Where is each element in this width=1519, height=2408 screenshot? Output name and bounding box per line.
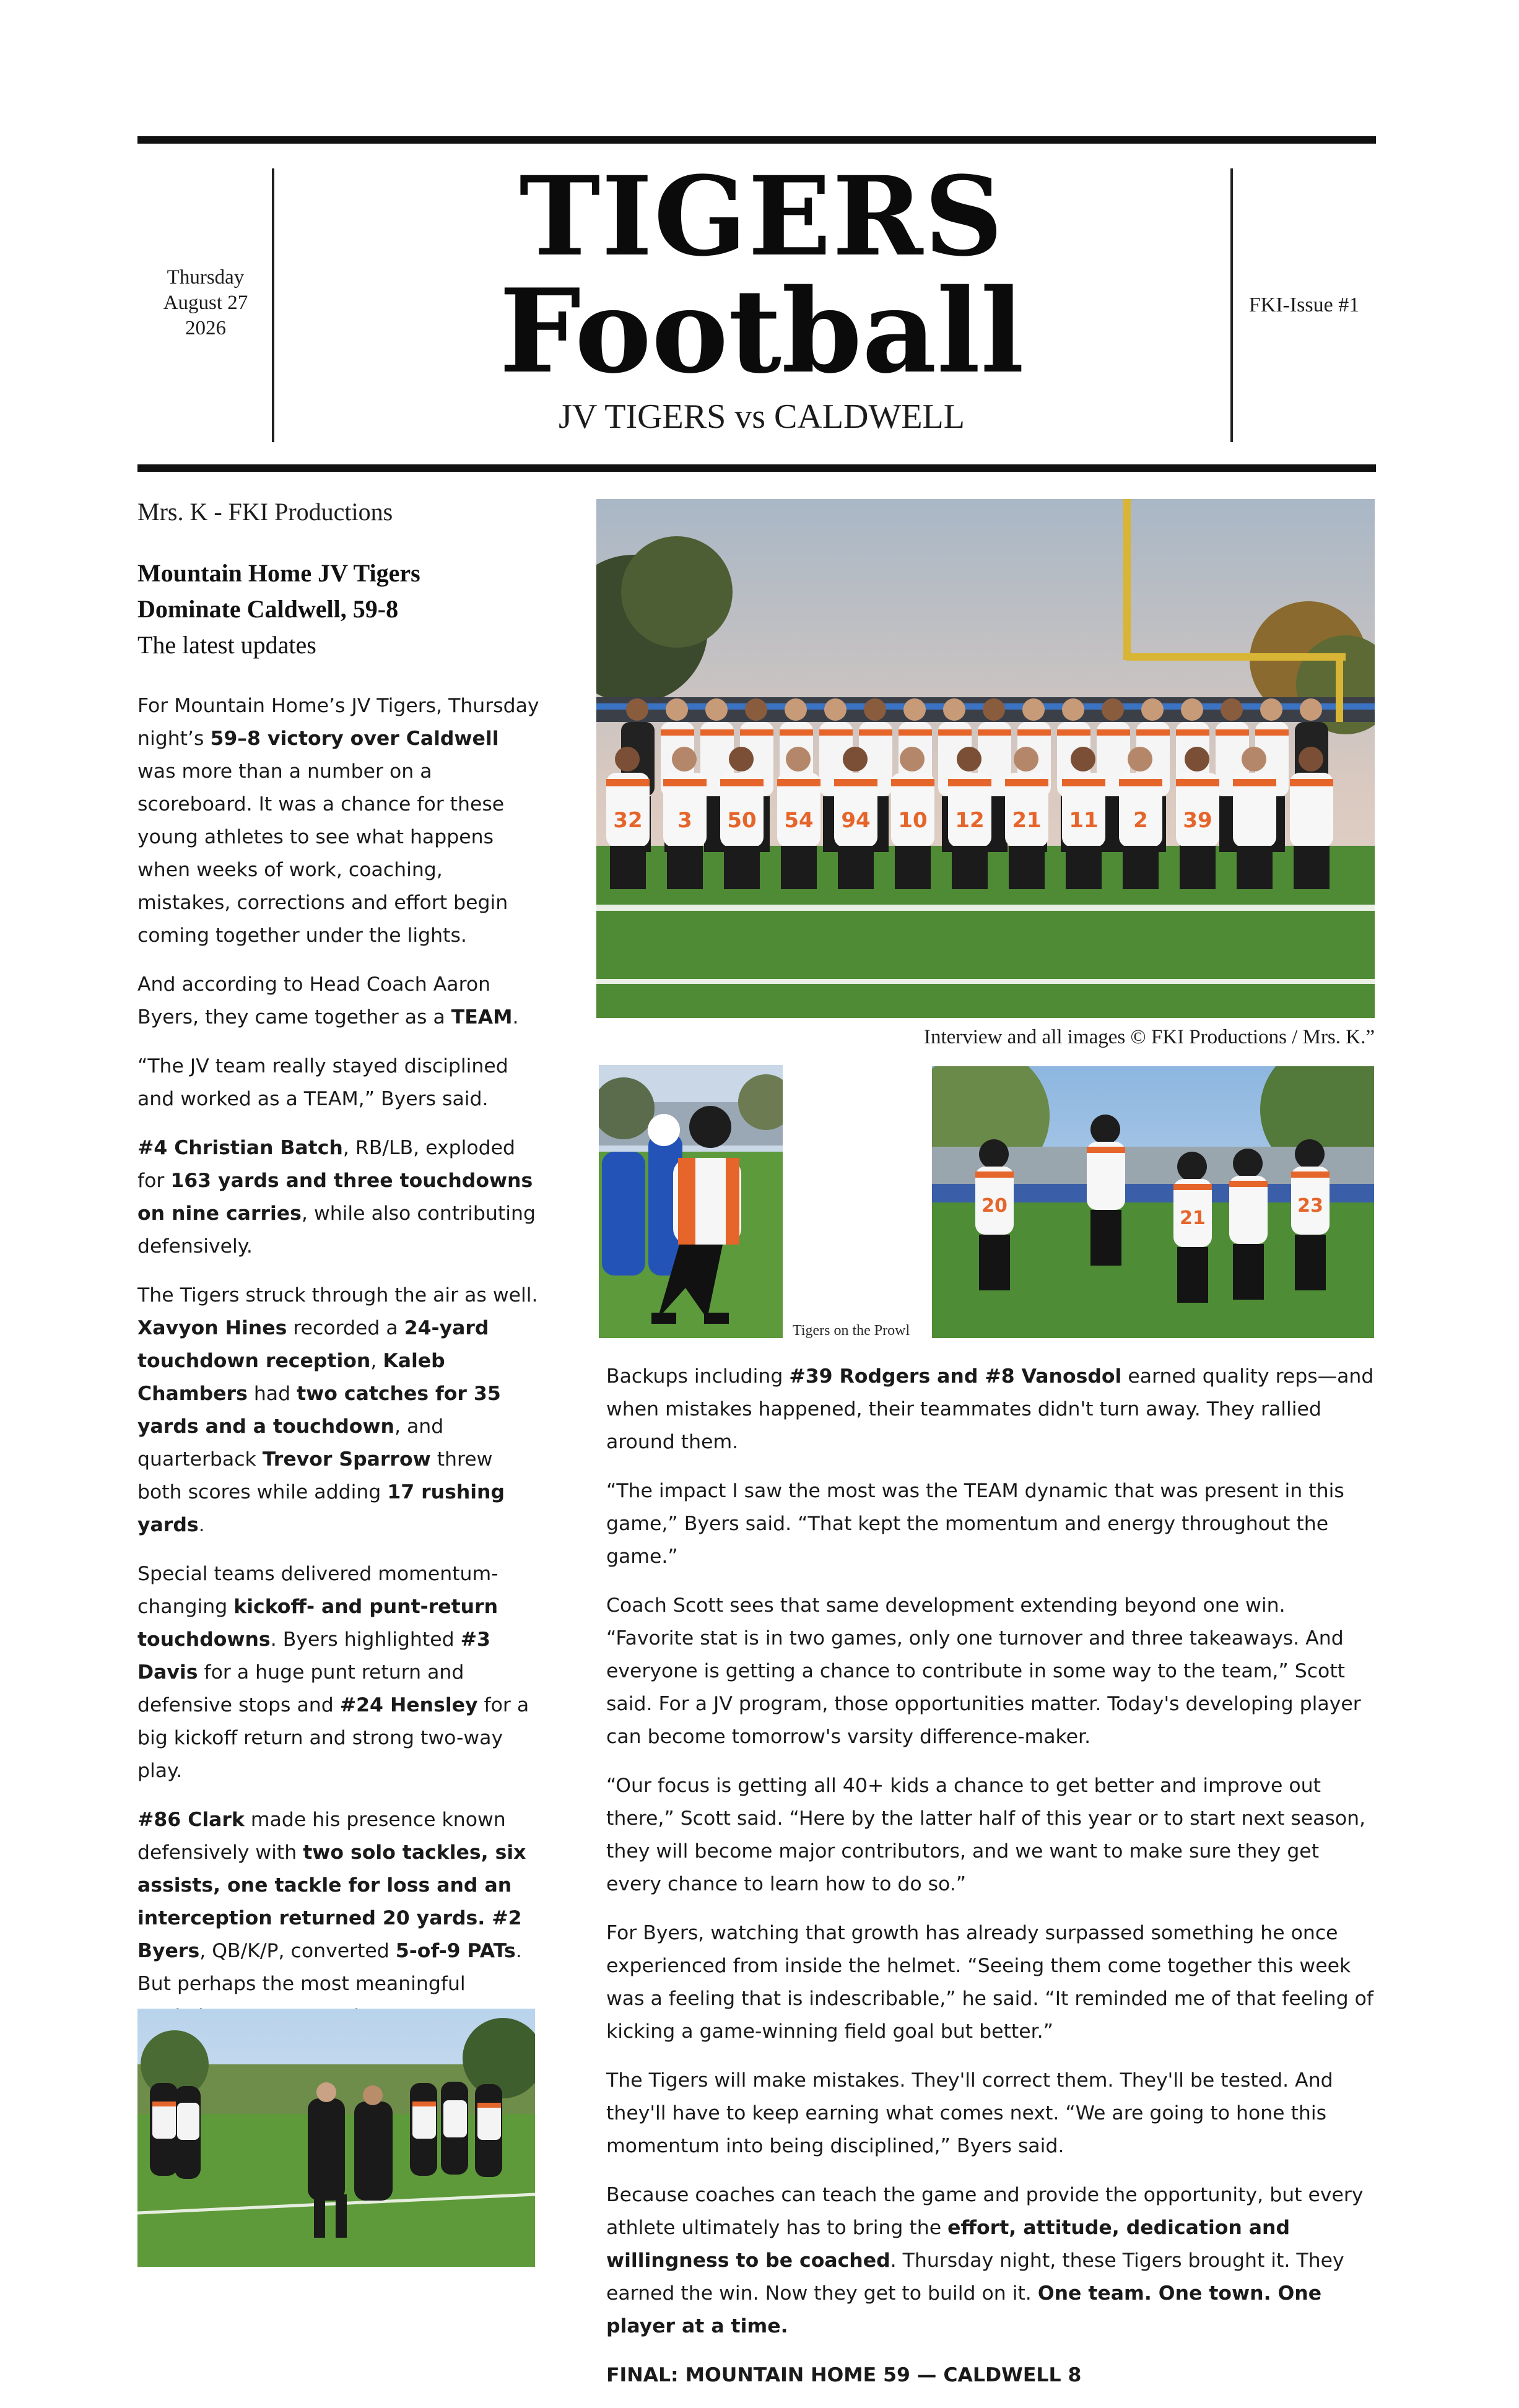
article-paragraph xyxy=(606,2179,1378,2343)
masthead-top-rule xyxy=(137,136,1376,144)
text-run: had xyxy=(247,1383,297,1405)
masthead-bottom-rule xyxy=(137,464,1376,472)
text-run: Coach Scott sees that same development extending beyond one win. “Favorite stat is in two games, only one turnover and three takeaways. And everyone is getting a chance to contribute in some way to the team,” Scott said. For a JV program, those opportunities matter. Today's developing player can become tomorrow's varsity difference-maker. xyxy=(606,1594,1361,1748)
byline: Mrs. K - FKI Productions xyxy=(137,498,393,526)
bold-text: Kaleb Chambers xyxy=(137,1350,445,1405)
jersey-number: 21 xyxy=(1180,1207,1206,1229)
article-paragraph xyxy=(137,968,540,1034)
team-photo xyxy=(596,499,1375,1018)
issue-date-day: August 27 xyxy=(163,292,248,314)
bold-text: two catches for 35 yards and a touchdown xyxy=(137,1383,501,1438)
bold-text: #86 Clark xyxy=(137,1809,245,1831)
text-run: The Tigers struck through the air as well. xyxy=(137,1284,538,1306)
jersey-number: 21 xyxy=(1012,808,1042,833)
article-left-column xyxy=(137,690,540,2049)
headline-line1: Mountain Home JV Tigers xyxy=(137,559,420,587)
bold-text: #4 Christian Batch xyxy=(137,1137,343,1159)
article-paragraph xyxy=(606,1589,1378,1754)
text-run: . Thursday night, these Tigers brought it. They earned the win. Now they get to build on it. xyxy=(606,2249,1344,2305)
article-paragraph xyxy=(137,1558,540,1788)
text-run: “Our focus is getting all 40+ kids a chance to get better and improve out there,” Scott said. “Here by the latter half of this year or to start next season, they will become major contributors, and we want to make sure they get every chance to learn how to do so.” xyxy=(606,1775,1366,1895)
text-run: threw both scores while adding xyxy=(137,1448,493,1503)
text-run: And according to Head Coach Aaron Byers, they came together as a xyxy=(137,973,491,1028)
article-paragraph xyxy=(606,1770,1378,1901)
bold-text: Xavyon Hines xyxy=(137,1317,287,1339)
text-run: “The JV team really stayed disciplined and worked as a TEAM,” Byers said. xyxy=(137,1055,508,1110)
masthead-divider-right xyxy=(1230,168,1233,442)
masthead-title-line2: Football xyxy=(499,263,1024,399)
text-run: For Byers, watching that growth has already surpassed something he once experienced from inside the helmet. “Seeing them come together this week was a feeling that is indescribable,” he said. “It reminded me of that feeling of kicking a game-winning field goal but better.” xyxy=(606,1922,1373,2043)
jersey-number: 11 xyxy=(1069,808,1099,833)
prowl-caption: Tigers on the Prowl xyxy=(793,1323,910,1339)
text-run: Special teams delivered momentum-changing xyxy=(137,1563,498,1618)
article-paragraph xyxy=(137,1279,540,1542)
text-run: . xyxy=(198,1514,205,1536)
text-run: Backups including xyxy=(606,1365,790,1388)
jersey-number: 2 xyxy=(1133,808,1148,833)
text-run: , while also contributing defensively. xyxy=(137,1202,536,1258)
jersey-number: 23 xyxy=(1297,1195,1323,1217)
headline-line2: Dominate Caldwell, 59-8 xyxy=(137,595,399,623)
article-paragraph xyxy=(606,2359,1378,2392)
text-run: for a huge punt return and defensive stops and xyxy=(137,1661,464,1716)
bold-text: FINAL: MOUNTAIN HOME 59 — CALDWELL 8 xyxy=(606,2364,1082,2386)
bold-text: Trevor Sparrow xyxy=(262,1448,431,1471)
article-right-column xyxy=(606,1360,1378,2408)
text-run: for a big kickoff return and strong two-way play. xyxy=(137,1694,529,1782)
article-paragraph xyxy=(606,2064,1378,2163)
bold-text: kickoff- and punt-return touchdowns xyxy=(137,1596,498,1651)
text-run: . But perhaps the most meaningful xyxy=(137,1940,522,1995)
article-paragraph xyxy=(606,1475,1378,1573)
text-run: recorded a xyxy=(287,1317,404,1339)
text-run: . Byers highlighted xyxy=(270,1628,461,1651)
bold-text: #39 Rodgers and #8 Vanosdol xyxy=(789,1365,1122,1388)
bold-text: 59–8 victory over Caldwell xyxy=(210,728,499,750)
jersey-number: 94 xyxy=(841,808,871,833)
text-run: earned quality reps—and when mistakes happened, their teammates didn't turn away. They rallied around them. xyxy=(606,1365,1374,1453)
text-run: The Tigers will make mistakes. They'll correct them. They'll be tested. And they'll have to keep earning what comes next. “We are going to hone this momentum into being disciplined,” Byers said. xyxy=(606,2069,1333,2157)
team-photo-caption: Interview and all images © FKI Productions / Mrs. K.” xyxy=(923,1026,1375,1048)
article-paragraph xyxy=(137,1050,540,1116)
article-paragraph xyxy=(137,1804,540,2033)
bold-text: effort, attitude, dedication and willingness to be coached xyxy=(606,2217,1290,2272)
article-paragraph xyxy=(606,1917,1378,2048)
text-run: , QB/K/P, converted xyxy=(199,1940,396,1962)
celebration-photo xyxy=(932,1066,1374,1338)
jersey-number: 39 xyxy=(1183,808,1212,833)
text-run: was more than a number on a scoreboard. It was a chance for these young athletes to see what happens when weeks of work, coaching, mistakes, corrections and effort begin coming together under the lights. xyxy=(137,760,508,947)
article-paragraph xyxy=(137,1132,540,1263)
text-run: . xyxy=(512,1006,519,1028)
jersey-number: 54 xyxy=(784,808,814,833)
runner-photo xyxy=(599,1065,783,1338)
bold-text: TEAM xyxy=(451,1006,513,1028)
article-paragraph xyxy=(606,1360,1378,1459)
bold-text: 5-of-9 PATs xyxy=(395,1940,516,1962)
bold-text: 17 rushing yards xyxy=(137,1481,505,1536)
sideline-coaches-photo xyxy=(137,2009,535,2267)
article-paragraph xyxy=(137,690,540,952)
bold-text: #24 Hensley xyxy=(339,1694,478,1716)
bold-text: 163 yards and three touchdowns on nine carries xyxy=(137,1170,533,1225)
text-run: , and quarterback xyxy=(137,1415,444,1471)
bold-text: 24-yard touchdown reception xyxy=(137,1317,489,1372)
text-run: “The impact I saw the most was the TEAM dynamic that was present in this game,” Byers said. “That kept the momentum and energy throughout the game.” xyxy=(606,1480,1344,1568)
text-run: , xyxy=(370,1350,383,1372)
jersey-number: 32 xyxy=(613,808,643,833)
text-run: Because coaches can teach the game and provide the opportunity, but every athlete ultimately has to bring the xyxy=(606,2184,1364,2239)
jersey-number: 12 xyxy=(955,808,985,833)
issue-number: FKI-Issue #1 xyxy=(1248,293,1360,316)
bold-text: two solo tackles, six assists, one tackle for loss and an interception returned 20 yards. #2 Byers xyxy=(137,1841,526,1962)
headline-deck: The latest updates xyxy=(137,631,316,659)
text-run: For Mountain Home’s JV Tigers, Thursday night’s xyxy=(137,695,539,750)
issue-date-year: 2026 xyxy=(185,317,226,339)
masthead-subtitle: JV TIGERS vs CALDWELL xyxy=(559,398,965,436)
jersey-number: 50 xyxy=(727,808,757,833)
masthead-title-line1: TIGERS xyxy=(519,152,1004,280)
issue-date-weekday: Thursday xyxy=(167,266,245,289)
jersey-number: 20 xyxy=(981,1195,1008,1217)
article-headline xyxy=(137,555,596,663)
text-run: , RB/LB, exploded for xyxy=(137,1137,516,1192)
issue-date xyxy=(137,265,274,341)
jersey-number: 3 xyxy=(677,808,692,833)
bold-text: #3 Davis xyxy=(137,1628,490,1684)
bold-text: One team. One town. One player at a time. xyxy=(606,2282,1322,2337)
jersey-number: 10 xyxy=(898,808,928,833)
text-run: made his presence known defensively with xyxy=(137,1809,506,1864)
